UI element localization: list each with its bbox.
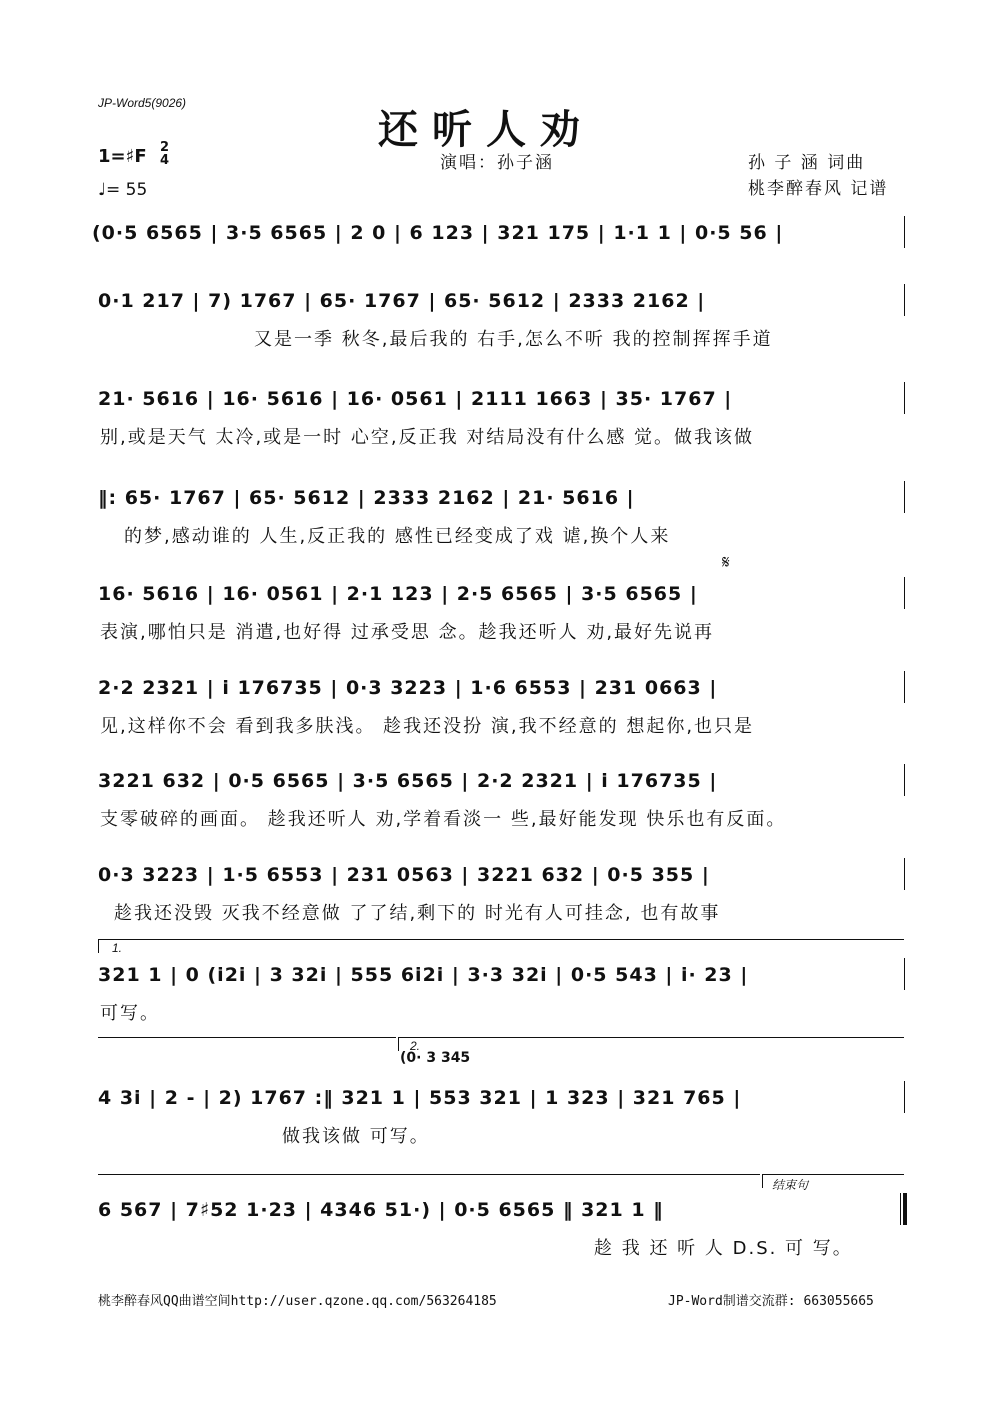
- notation-line: 0·3 3223 | 1·5 6553 | 231 0563 | 3221 632 | 0·5 355 |: [98, 864, 710, 886]
- notation-line: (0·5 6565 | 3·5 6565 | 2 0 | 6 123 | 321 175 | 1·1 1 | 0·5 56 |: [92, 222, 784, 244]
- footer-left: 桃李醉春风QQ曲谱空间http://user.qzone.qq.com/563264185: [98, 1294, 497, 1309]
- volta-2-pickup: (0· 3 345: [400, 1050, 471, 1066]
- barline: [904, 216, 905, 248]
- segno-sign: 𝄋: [722, 552, 730, 573]
- lyrics-line: 表演,哪怕只是 消遣,也好得 过承受思 念。趁我还听人 劝,最好先说再: [100, 622, 715, 643]
- volta-bracket: [98, 939, 904, 940]
- notation-line: 6 567 | 7♯52 1·23 | 4346 51·) | 0·5 6565 ‖ 321 1 ‖: [98, 1199, 664, 1221]
- barline: [904, 671, 905, 703]
- final-barline-thin: [900, 1193, 901, 1225]
- notation-line: 4 3i | 2 - | 2) 1767 :‖ 321 1 | 553 321 | 1 323 | 321 765 |: [98, 1087, 742, 1109]
- volta-bracket-edge: [98, 939, 99, 953]
- singer-credit: 演唱：孙子涵: [440, 153, 554, 173]
- notation-line: 2·2 2321 | i 176735 | 0·3 3223 | 1·6 6553 | 231 0663 |: [98, 677, 718, 699]
- barline: [904, 764, 905, 796]
- notation-line: ‖: 65· 1767 | 65· 5612 | 2333 2162 | 21· 5616 |: [98, 487, 635, 509]
- composer-credit: 孙 子 涵 词曲: [748, 153, 866, 173]
- notation-line: 21· 5616 | 16· 5616 | 16· 0561 | 2111 1663 | 35· 1767 |: [98, 388, 733, 410]
- song-title: 还听人劝: [378, 106, 594, 153]
- final-barline-thick: [903, 1193, 907, 1225]
- ending-bracket-edge: [762, 1174, 763, 1188]
- lyrics-line: 见,这样你不会 看到我多肤浅。 趁我还没扮 演,我不经意的 想起你,也只是: [100, 716, 755, 737]
- volta-continuation-line: [98, 1174, 760, 1175]
- lyrics-line: 的梦,感动谁的 人生,反正我的 感性已经变成了戏 谑,换个人来: [124, 526, 671, 547]
- key-signature: 1=♯F: [98, 146, 147, 167]
- volta-bracket-edge: [398, 1037, 399, 1051]
- lyrics-line: 支零破碎的画面。 趁我还听人 劝,学着看淡一 些,最好能发现 快乐也有反面。: [100, 809, 787, 830]
- volta-2-label: 2.: [410, 1039, 421, 1053]
- ending-label: 结束句: [772, 1178, 809, 1192]
- barline: [904, 577, 905, 609]
- notation-line: 321 1 | 0 (i2i | 3 32i | 555 6i2i | 3·3 32i | 0·5 543 | i· 23 |: [98, 964, 749, 986]
- notation-line: 3221 632 | 0·5 6565 | 3·5 6565 | 2·2 2321 | i 176735 |: [98, 770, 718, 792]
- lyrics-line: 可写。: [100, 1003, 160, 1024]
- volta-bracket: [398, 1037, 904, 1038]
- barline: [904, 958, 905, 990]
- barline: [904, 382, 905, 414]
- barline: [904, 1081, 905, 1113]
- notation-line: 16· 5616 | 16· 0561 | 2·1 123 | 2·5 6565 | 3·5 6565 |: [98, 583, 698, 605]
- ending-bracket: [762, 1174, 904, 1175]
- time-signature: 2 4: [160, 140, 170, 168]
- lyrics-line: 趁我还没毁 灭我不经意做 了了结,剩下的 时光有人可挂念, 也有故事: [114, 903, 721, 924]
- tempo-marking: ♩= 55: [98, 180, 148, 200]
- software-label: JP-Word5(9026): [98, 96, 187, 110]
- lyrics-line: 别,或是天气 太冷,或是一时 心空,反正我 对结局没有什么感 觉。做我该做: [100, 427, 755, 448]
- footer-right: JP-Word制谱交流群: 663055665: [668, 1294, 874, 1309]
- barline: [904, 481, 905, 513]
- lyrics-line: 做我该做 可写。: [282, 1126, 430, 1147]
- volta-1-label: 1.: [112, 941, 123, 955]
- barline: [904, 858, 905, 890]
- lyrics-line: 又是一季 秋冬,最后我的 右手,怎么不听 我的控制挥挥手道: [254, 329, 773, 350]
- transcriber-credit: 桃李醉春风 记谱: [748, 179, 889, 199]
- lyrics-line: 趁 我 还 听 人 D.S. 可 写。: [594, 1238, 853, 1259]
- notation-line: 0·1 217 | 7) 1767 | 65· 1767 | 65· 5612 | 2333 2162 |: [98, 290, 706, 312]
- volta-continuation-line: [98, 1037, 396, 1038]
- barline: [904, 284, 905, 316]
